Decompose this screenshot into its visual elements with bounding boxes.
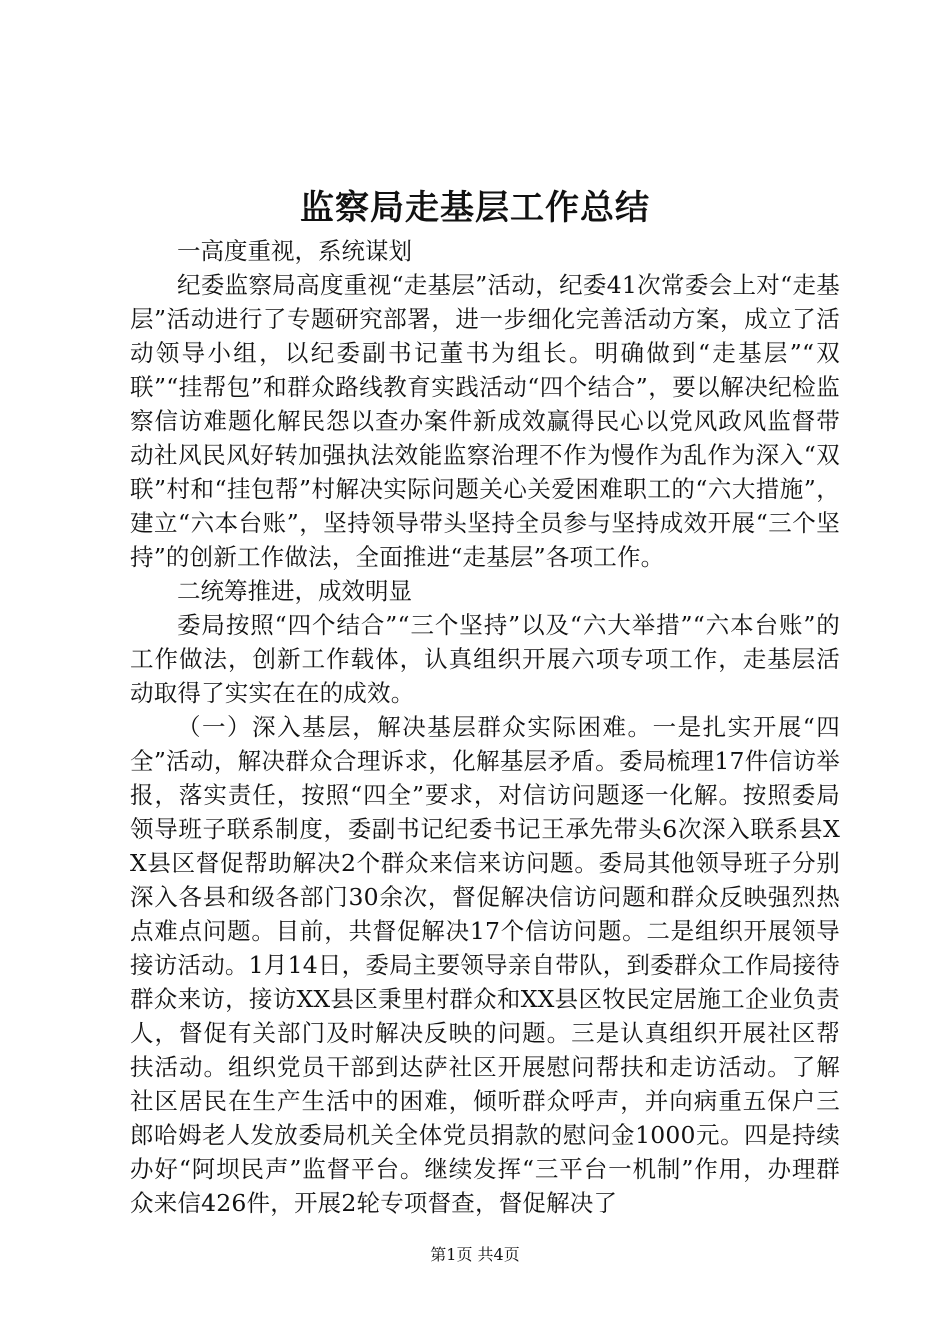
paragraph-3: （一）深入基层，解决基层群众实际困难。一是扎实开展“四全”活动，解决群众合理诉求，化解基层矛盾。委局梳理17件信访举报，落实责任，按照“四全”要求，对信访问题逐一化解。按照委局领导班子联系制度，委副书记纪委书记王承先带头6次深入联系县XX县区督促帮助解决2个群众来信来访问题。委局其他领导班子分别深入各县和级各部门30余次，督促解决信访问题和群众反映强烈热点难点问题。目前，共督促解决17个信访问题。二是组织开展领导接访活动。1月14日，委局主要领导亲自带队，到委群众工作局接待群众来访，接访XX县区秉里村群众和XX县区牧民定居施工企业负责人，督促有关部门及时解决反映的问题。三是认真组织开展社区帮扶活动。组织党员干部到达萨社区开展慰问帮扶和走访活动。了解社区居民在生产生活中的困难，倾听群众呼声，并向病重五保户三郎哈姆老人发放委局机关全体党员捐款的慰问金1000元。四是持续办好“阿坝民声”监督平台。继续发挥“三平台一机制”作用，办理群众来信426件，开展2轮专项督查，督促解决了 [130,713,840,1217]
section-heading-1: 一高度重视，系统谋划 [177,237,412,265]
section-heading-2: 二统筹推进，成效明显 [177,577,412,605]
document-body [130,234,840,1220]
page-footer: 第1页 共4页 [430,1245,520,1264]
paragraph-2: 委局按照“四个结合”“三个坚持”以及“六大举措”“六本台账”的工作做法，创新工作载体，认真组织开展六项专项工作，走基层活动取得了实实在在的成效。 [130,611,840,707]
paragraph-1: 纪委监察局高度重视“走基层”活动，纪委41次常委会上对“走基层”活动进行了专题研究部署，进一步细化完善活动方案，成立了活动领导小组，以纪委副书记董书为组长。明确做到“走基层”“双联”“挂帮包”和群众路线教育实践活动“四个结合”，要以解决纪检监察信访难题化解民怨以查办案件新成效赢得民心以党风政风监督带动社风民风好转加强执法效能监察治理不作为慢作为乱作为深入“双联”村和“挂包帮”村解决实际问题关心关爱困难职工的“六大措施”，建立“六本台账”，坚持领导带头坚持全员参与坚持成效开展“三个坚持”的创新工作做法，全面推进“走基层”各项工作。 [130,271,840,571]
document-title: 监察局走基层工作总结 [300,188,650,228]
